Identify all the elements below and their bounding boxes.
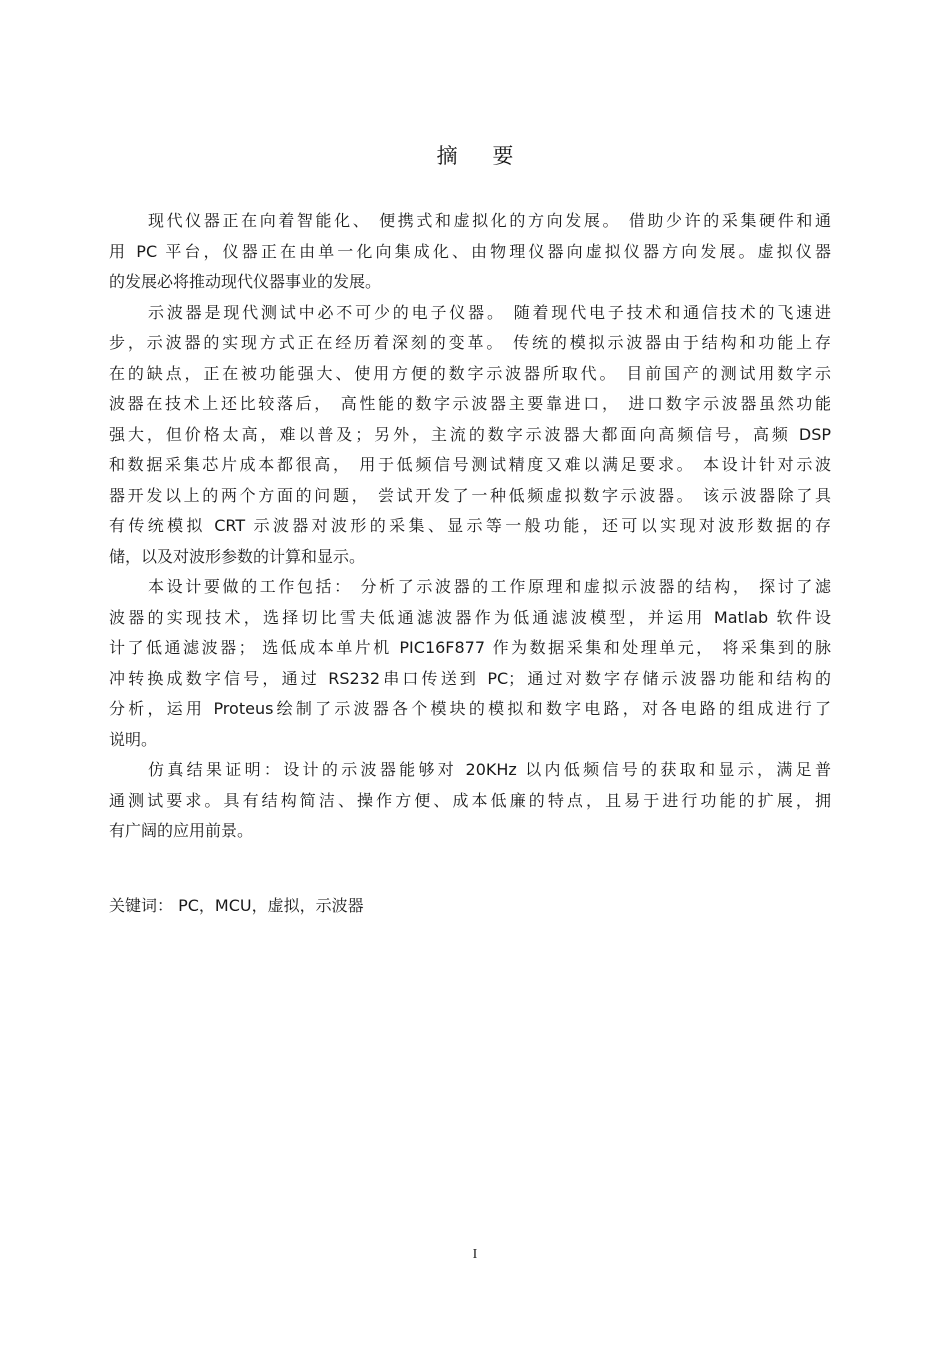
- paragraph-line: 波器的实现技术，选择切比雪夫低通滤波器作为低通滤波模型，并运用 Matlab 软件设: [109, 607, 831, 627]
- paragraph-line: 在的缺点，正在被功能强大、使用方便的数字示波器所取代。 目前国产的测试用数字示: [109, 363, 831, 383]
- paragraph-line: 冲转换成数字信号，通过 RS232串口传送到 PC；通过对数字存储示波器功能和结构的: [109, 668, 831, 688]
- page-number: I: [472, 1247, 478, 1262]
- keywords-line: 关键词： PC，MCU，虚拟，示波器: [109, 896, 364, 915]
- paragraph-line: 通测试要求。具有结构简洁、操作方便、成本低廉的特点，且易于进行功能的扩展，拥: [109, 790, 831, 810]
- paragraph-line: 用 PC 平台，仪器正在由单一化向集成化、由物理仪器向虚拟仪器方向发展。虚拟仪器: [109, 241, 831, 261]
- paragraph: [109, 755, 831, 847]
- paragraph-line: 仿真结果证明：设计的示波器能够对 20KHz 以内低频信号的获取和显示，满足普: [148, 760, 831, 779]
- paragraph-line: 有传统模拟 CRT 示波器对波形的采集、显示等一般功能，还可以实现对波形数据的存: [109, 516, 831, 535]
- paragraph-line: 计了低通滤波器； 选低成本单片机 PIC16F877 作为数据采集和处理单元， 将采集到的脉: [109, 638, 831, 657]
- paragraph-line: 的发展必将推动现代仪器事业的发展。: [109, 272, 382, 291]
- paragraph-line: 强大，但价格太高，难以普及；另外，主流的数字示波器大都面向高频信号，高频 DSP: [109, 424, 831, 444]
- paragraph-line: 储，以及对波形参数的计算和显示。: [109, 546, 366, 566]
- paragraph: [109, 572, 831, 755]
- abstract-body: [109, 206, 831, 847]
- page-title: 摘 要: [436, 144, 528, 168]
- paragraph-line: 有广阔的应用前景。: [109, 821, 254, 840]
- paragraph: [109, 206, 831, 298]
- paragraph-line: 和数据采集芯片成本都很高， 用于低频信号测试精度又难以满足要求。 本设计针对示波: [109, 455, 831, 474]
- paragraph-line: 说明。: [109, 729, 158, 749]
- paragraph-line: 波器在技术上还比较落后， 高性能的数字示波器主要靠进口， 进口数字示波器虽然功能: [109, 394, 831, 413]
- paragraph-line: 分析，运用 Proteus绘制了示波器各个模块的模拟和数字电路，对各电路的组成进行了: [109, 699, 831, 718]
- paragraph-line: 示波器是现代测试中必不可少的电子仪器。 随着现代电子技术和通信技术的飞速进: [148, 302, 831, 322]
- paragraph: [109, 298, 831, 573]
- paragraph-line: 步，示波器的实现方式正在经历着深刻的变革。 传统的模拟示波器由于结构和功能上存: [109, 333, 831, 352]
- paragraph-line: 现代仪器正在向着智能化、 便携式和虚拟化的方向发展。 借助少许的采集硬件和通: [148, 211, 831, 230]
- paragraph-line: 本设计要做的工作包括： 分析了示波器的工作原理和虚拟示波器的结构， 探讨了滤: [148, 577, 831, 596]
- paragraph-line: 器开发以上的两个方面的问题， 尝试开发了一种低频虚拟数字示波器。 该示波器除了具: [109, 485, 831, 505]
